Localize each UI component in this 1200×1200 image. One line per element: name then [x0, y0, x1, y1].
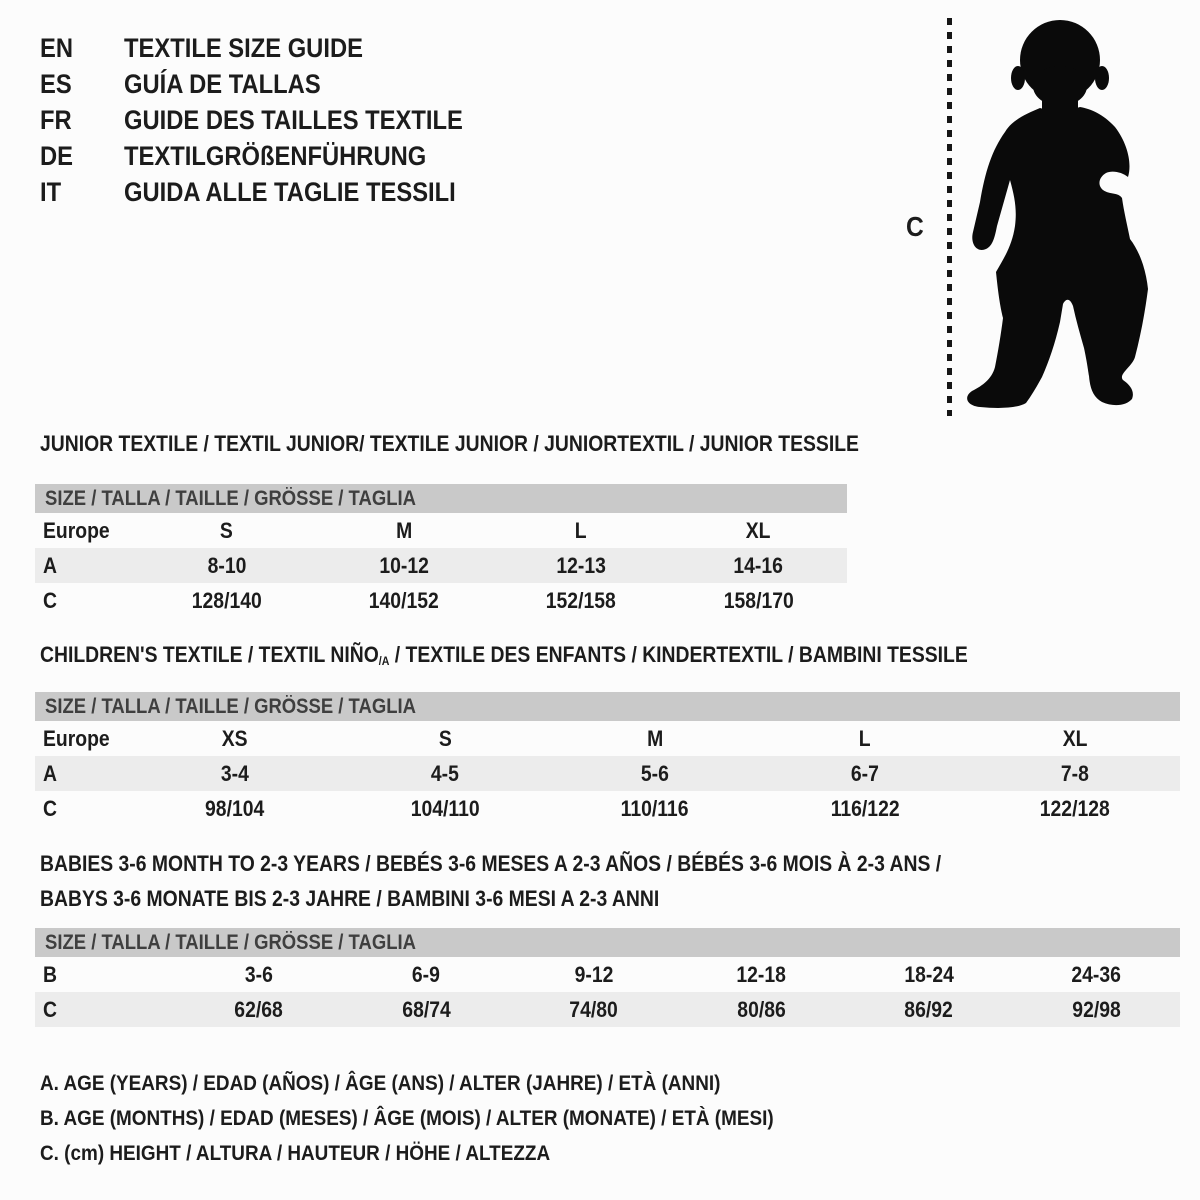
table-cell	[130, 796, 340, 822]
babies-heading-line1	[40, 846, 1064, 881]
table-cell-text: 7-8	[1061, 760, 1089, 786]
lang-title-it	[124, 177, 501, 208]
table-cell-text: 4-5	[431, 760, 459, 786]
height-measure-label	[906, 211, 926, 243]
junior-region-label-text: Europe	[43, 517, 110, 543]
lang-title-en	[124, 33, 396, 64]
table-cell	[550, 761, 760, 787]
language-title-block	[40, 30, 509, 210]
children-heading-sub: /A	[378, 654, 390, 669]
table-cell-text: 6-7	[851, 760, 879, 786]
legend-age-years	[40, 1066, 874, 1101]
table-cell-text: 74/80	[569, 996, 618, 1022]
table-cell	[343, 962, 511, 988]
table-cell	[845, 997, 1013, 1023]
table-cell	[550, 796, 760, 822]
children-table	[35, 692, 1180, 826]
lang-row-de	[40, 138, 509, 174]
children-row-height	[35, 791, 1180, 826]
children-row-height-label-text: C	[43, 795, 57, 821]
junior-row-height-label	[35, 588, 138, 614]
junior-columns-row	[35, 513, 847, 548]
toddler-body	[967, 107, 1148, 408]
table-cell-text: 18-24	[903, 961, 954, 987]
children-size-header-text: SIZE / TALLA / TAILLE / GRÖSSE / TAGLIA	[45, 694, 416, 718]
children-col-xs	[130, 726, 340, 752]
children-heading-text	[40, 642, 968, 674]
table-cell-text: 5-6	[641, 760, 669, 786]
table-cell-text: 98/104	[205, 795, 265, 821]
junior-size-header-text: SIZE / TALLA / TAILLE / GRÖSSE / TAGLIA	[45, 486, 416, 510]
table-cell-text: 122/128	[1040, 795, 1110, 821]
table-cell-text: 158/170	[723, 587, 794, 613]
junior-heading-text: JUNIOR TEXTILE / TEXTIL JUNIOR/ TEXTILE JUNIOR / JUNIORTEXTIL / JUNIOR TESSILE	[40, 431, 859, 456]
table-cell	[670, 553, 847, 579]
table-cell-text: 3-6	[244, 961, 273, 987]
table-cell-text: 12-13	[556, 552, 606, 578]
children-heading	[40, 642, 1094, 674]
junior-size-header-bar	[35, 484, 847, 513]
height-measure-label-text: C	[906, 211, 924, 242]
table-cell-text: 6-9	[412, 961, 441, 987]
legend-age-years-text: A. AGE (YEARS) / EDAD (AÑOS) / ÂGE (ANS) / ALTER (JAHRE) / ETÀ (ANNI)	[40, 1071, 721, 1095]
table-cell-text: 3-4	[221, 760, 249, 786]
table-cell	[760, 761, 970, 787]
children-col-xl-text: XL	[1062, 725, 1088, 751]
table-cell	[130, 761, 340, 787]
children-col-l	[760, 726, 970, 752]
table-cell	[315, 588, 492, 614]
lang-code-it	[40, 177, 124, 208]
table-cell	[678, 962, 846, 988]
lang-row-fr	[40, 102, 509, 138]
table-cell-text: 12-18	[736, 961, 787, 987]
babies-heading-line1-text: BABIES 3-6 MONTH TO 2-3 YEARS / BEBÉS 3-6 MESES A 2-3 AÑOS / BÉBÉS 3-6 MOIS À 2-3 ANS /	[40, 851, 942, 876]
lang-title-fr-text: GUIDE DES TAILLES TEXTILE	[124, 104, 463, 135]
children-col-s-text: S	[438, 725, 452, 751]
height-dashed-line	[947, 18, 952, 416]
table-cell	[1013, 997, 1181, 1023]
junior-col-m	[315, 518, 492, 544]
table-cell-text: 14-16	[733, 552, 784, 578]
table-cell-text: 68/74	[402, 996, 451, 1022]
table-cell-text: 24-36	[1071, 961, 1122, 987]
table-cell	[315, 553, 492, 579]
table-cell	[175, 962, 343, 988]
table-cell	[138, 553, 315, 579]
children-row-age-label	[35, 761, 130, 787]
table-cell	[493, 588, 670, 614]
table-cell	[343, 997, 511, 1023]
table-cell	[510, 962, 678, 988]
legend-age-months	[40, 1101, 874, 1136]
junior-col-s	[138, 518, 315, 544]
children-size-header-bar	[35, 692, 1180, 721]
legend	[40, 1066, 874, 1171]
junior-col-xl	[670, 518, 847, 544]
table-cell-text: 110/116	[621, 795, 689, 821]
babies-heading-line2-text: BABYS 3-6 MONATE BIS 2-3 JAHRE / BAMBINI 3-6 MESI A 2-3 ANNI	[40, 886, 660, 911]
junior-heading	[40, 431, 971, 456]
legend-height-cm	[40, 1136, 874, 1171]
lang-code-es-text: ES	[40, 68, 72, 99]
table-cell-text: 80/86	[737, 996, 786, 1022]
table-cell-text: 92/98	[1072, 996, 1121, 1022]
table-cell	[760, 796, 970, 822]
lang-title-it-text: GUIDA ALLE TAGLIE TESSILI	[124, 176, 456, 207]
lang-code-fr	[40, 105, 124, 136]
table-cell	[138, 588, 315, 614]
table-cell-text: 116/122	[830, 795, 900, 821]
children-row-age-label-text: A	[43, 760, 57, 786]
lang-title-fr	[124, 105, 509, 136]
toddler-ear-right	[1095, 66, 1109, 90]
children-col-m-text: M	[646, 725, 664, 751]
table-cell-text: 10-12	[379, 552, 429, 578]
lang-row-es	[40, 66, 509, 102]
babies-row-age-label	[35, 962, 175, 988]
table-cell-text: 152/158	[546, 587, 617, 613]
legend-age-months-text: B. AGE (MONTHS) / EDAD (MESES) / ÂGE (MOIS) / ALTER (MONATE) / ETÀ (MESI)	[40, 1106, 774, 1130]
babies-heading	[40, 846, 1064, 916]
lang-code-fr-text: FR	[40, 104, 72, 135]
lang-code-en-text: EN	[40, 32, 74, 63]
babies-row-age-label-text: B	[43, 961, 57, 987]
lang-title-de	[124, 141, 468, 172]
table-cell-text: 62/68	[234, 996, 283, 1022]
table-cell-text: 8-10	[207, 552, 246, 578]
junior-row-height-label-text: C	[43, 587, 57, 613]
junior-row-height	[35, 583, 847, 618]
babies-row-age	[35, 957, 1180, 992]
lang-code-en	[40, 33, 124, 64]
children-col-l-text: L	[859, 725, 871, 751]
babies-size-header-bar	[35, 928, 1180, 957]
table-cell-text: 9-12	[574, 961, 614, 987]
table-cell-text: 140/152	[368, 587, 439, 613]
legend-height-cm-text: C. (cm) HEIGHT / ALTURA / HAUTEUR / HÖHE / ALTEZZA	[40, 1141, 551, 1165]
children-region-label-text: Europe	[43, 725, 110, 751]
toddler-ear-left	[1011, 66, 1025, 90]
babies-row-height-label-text: C	[43, 996, 57, 1022]
children-col-m	[550, 726, 760, 752]
table-cell-text: 86/92	[904, 996, 953, 1022]
lang-title-es-text: GUÍA DE TALLAS	[124, 68, 321, 99]
table-cell	[670, 588, 847, 614]
table-cell-text: 104/110	[410, 795, 480, 821]
junior-col-l	[493, 518, 670, 544]
babies-size-header-text: SIZE / TALLA / TAILLE / GRÖSSE / TAGLIA	[45, 930, 416, 954]
children-col-s	[340, 726, 550, 752]
children-row-age	[35, 756, 1180, 791]
junior-col-xl-text: XL	[746, 517, 771, 543]
junior-row-age	[35, 548, 847, 583]
lang-title-es	[124, 69, 348, 100]
children-columns-row	[35, 721, 1180, 756]
table-cell	[340, 796, 550, 822]
lang-code-de	[40, 141, 124, 172]
junior-region-label	[35, 518, 138, 544]
children-region-label	[35, 726, 130, 752]
lang-code-es	[40, 69, 124, 100]
junior-col-s-text: S	[220, 517, 234, 543]
lang-title-de-text: TEXTILGRÖßENFÜHRUNG	[124, 140, 427, 171]
table-cell	[845, 962, 1013, 988]
lang-title-en-text: TEXTILE SIZE GUIDE	[124, 32, 363, 63]
table-cell	[678, 997, 846, 1023]
junior-col-m-text: M	[395, 517, 412, 543]
children-heading-post: / TEXTILE DES ENFANTS / KINDERTEXTIL / BAMBINI TESSILE	[389, 642, 968, 667]
junior-table	[35, 484, 847, 618]
junior-col-l-text: L	[575, 517, 588, 543]
table-cell-text: 128/140	[191, 587, 262, 613]
children-col-xl	[970, 726, 1180, 752]
babies-row-height	[35, 992, 1180, 1027]
junior-row-age-label-text: A	[43, 552, 57, 578]
lang-row-en	[40, 30, 509, 66]
children-col-xs-text: XS	[222, 725, 248, 751]
children-heading-pre: CHILDREN'S TEXTILE / TEXTIL NIÑO	[40, 642, 379, 667]
babies-heading-line2	[40, 881, 1064, 916]
junior-row-age-label	[35, 553, 138, 579]
lang-code-de-text: DE	[40, 140, 74, 171]
table-cell	[510, 997, 678, 1023]
table-cell	[175, 997, 343, 1023]
table-cell	[970, 761, 1180, 787]
table-cell	[970, 796, 1180, 822]
children-row-height-label	[35, 796, 130, 822]
babies-table	[35, 928, 1180, 1027]
toddler-silhouette-icon	[960, 14, 1160, 418]
table-cell	[493, 553, 670, 579]
babies-row-height-label	[35, 997, 175, 1023]
table-cell	[340, 761, 550, 787]
lang-code-it-text: IT	[40, 176, 62, 207]
lang-row-it	[40, 174, 509, 210]
table-cell	[1013, 962, 1181, 988]
